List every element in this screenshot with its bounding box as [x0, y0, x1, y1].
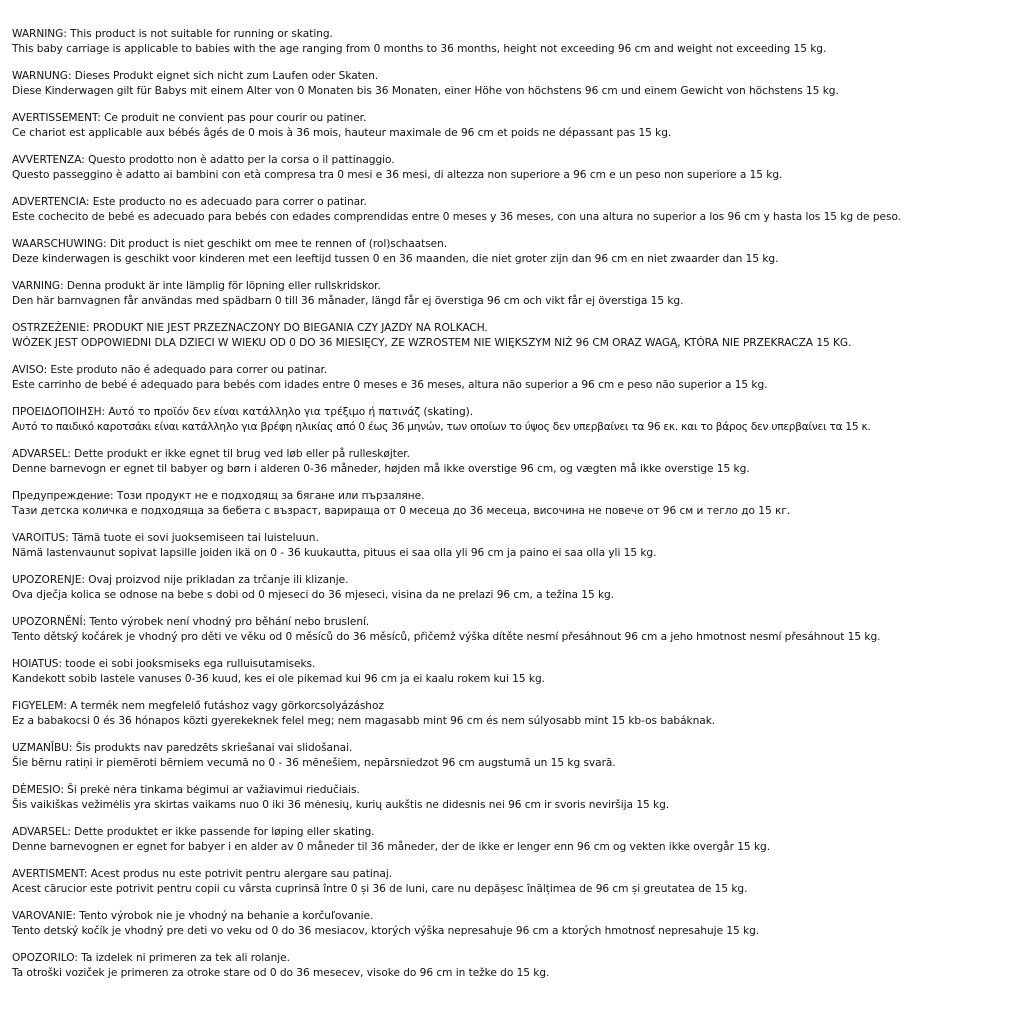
warning-block-en: [12, 27, 1018, 69]
warning-body: Тази детска количка е подходяща за бебета с възраст, варираща от 0 месеца до 36 месеца, височина не повече от 96 см и тегло до 15 кг.: [12, 505, 791, 517]
warning-body: Ez a babakocsi 0 és 36 hónapos közti gyerekeknek felel meg; nem magasabb mint 96 cm és nem súlyosabb mint 15 kb-os babáknak.: [12, 715, 716, 727]
warning-body: Este carrinho de bebé é adequado para bebés com idades entre 0 meses e 36 meses, altura não superior a 96 cm e peso não superior a 15 kg.: [12, 379, 768, 391]
warning-block-no: [12, 825, 1018, 867]
warning-heading: UPOZORNĚNÍ: Tento výrobek není vhodný pro běhání nebo bruslení.: [12, 616, 370, 628]
warning-body: Este cochecito de bebé es adecuado para bebés con edades comprendidas entre 0 meses y 36 meses, con una altura no superior a los 96 cm y hasta los 15 kg de peso.: [12, 211, 902, 223]
warning-heading: FIGYELEM: A termék nem megfelelő futáshoz vagy görkorcsolyázáshoz: [12, 700, 384, 712]
warning-block-hr: [12, 573, 1018, 615]
warning-block-fr: [12, 111, 1018, 153]
warning-heading: AVISO: Este produto não é adequado para correr ou patinar.: [12, 364, 328, 376]
warning-block-da: [12, 447, 1018, 489]
warning-block-pl: [12, 321, 1018, 363]
warning-body: Questo passeggino è adatto ai bambini con età compresa tra 0 mesi e 36 mesi, di altezza non superiore a 96 cm e un peso non superiore a 15 kg.: [12, 169, 783, 181]
warning-block-cs: [12, 615, 1018, 657]
warning-body: Ova dječja kolica se odnose na bebe s dobi od 0 mjeseci do 36 mjeseci, visina da ne prelazi 96 cm, a težina 15 kg.: [12, 589, 615, 601]
warning-heading: OPOZORILO: Ta izdelek ni primeren za tek ali rolanje.: [12, 952, 290, 964]
warning-heading: Предупреждение: Този продукт не е подходящ за бягане или пързаляне.: [12, 490, 425, 502]
warning-heading: UPOZORENJE: Ovaj proizvod nije prikladan za trčanje ili klizanje.: [12, 574, 349, 586]
warning-heading: DĖMESIO: Ši prekė nėra tinkama bėgimui ar važiavimui riedučiais.: [12, 784, 360, 796]
warning-heading: ADVERTENCIA: Este producto no es adecuado para correr o patinar.: [12, 196, 367, 208]
warning-block-hu: [12, 699, 1018, 741]
warning-block-sl: [12, 951, 1018, 993]
warning-body: Αυτό το παιδικό καροτσάκι είναι κατάλληλο για βρέφη ηλικίας από 0 έως 36 μηνών, των οποίων το ύψος δεν υπερβαίνει τα 96 εκ. και το βάρος δεν υπερβαίνει τα 15 κ.: [12, 421, 871, 433]
warning-body: This baby carriage is applicable to babies with the age ranging from 0 months to 36 months, height not exceeding 96 cm and weight not exceeding 15 kg.: [12, 43, 827, 55]
warning-block-ro: [12, 867, 1018, 909]
warning-heading: UZMANĪBU: Šis produkts nav paredzēts skriešanai vai slidošanai.: [12, 742, 353, 754]
warning-body: Šie bērnu ratiņi ir piemēroti bērniem vecumā no 0 - 36 mēnešiem, nepārsniedzot 96 cm augstumā un 15 kg svarā.: [12, 757, 616, 769]
warning-heading: ADVARSEL: Dette produkt er ikke egnet til brug ved løb eller på rulleskøjter.: [12, 448, 410, 460]
warning-block-el: [12, 405, 1018, 447]
warning-heading: ΠΡΟΕΙΔΟΠΟΙΗΣΗ: Αυτό το προϊόν δεν είναι κατάλληλο για τρέξιμο ή πατινάζ (skating).: [12, 406, 474, 418]
warning-block-sv: [12, 279, 1018, 321]
warning-heading: VARNING: Denna produkt är inte lämplig för löpning eller rullskridskor.: [12, 280, 381, 292]
warning-heading: AVERTISSEMENT: Ce produit ne convient pas pour courir ou patiner.: [12, 112, 367, 124]
warning-block-pt: [12, 363, 1018, 405]
warning-block-es: [12, 195, 1018, 237]
warning-heading: WARNUNG: Dieses Produkt eignet sich nicht zum Laufen oder Skaten.: [12, 70, 379, 82]
warning-block-nl: [12, 237, 1018, 279]
warning-heading: VAROITUS: Tämä tuote ei sovi juoksemiseen tai luisteluun.: [12, 532, 319, 544]
warning-heading: OSTRZEŻENIE: PRODUKT NIE JEST PRZEZNACZONY DO BIEGANIA CZY JAZDY NA ROLKACH.: [12, 322, 488, 334]
warning-block-sk: [12, 909, 1018, 951]
warning-document: [12, 27, 1018, 993]
warning-block-lv: [12, 741, 1018, 783]
warning-body: Tento dětský kočárek je vhodný pro děti ve věku od 0 měsíců do 36 měsíců, přičemž výška dítěte nesmí přesáhnout 96 cm a jeho hmotnost nesmí přesáhnout 15 kg.: [12, 631, 881, 643]
warning-body: Tento detský kočík je vhodný pre deti vo veku od 0 do 36 mesiacov, ktorých výška nepresahuje 96 cm a ktorých hmotnosť nepresahuje 15 kg.: [12, 925, 760, 937]
warning-heading: AVVERTENZA: Questo prodotto non è adatto per la corsa o il pattinaggio.: [12, 154, 395, 166]
warning-body: Ce chariot est applicable aux bébés âgés de 0 mois à 36 mois, hauteur maximale de 96 cm et poids ne dépassant pas 15 kg.: [12, 127, 672, 139]
warning-block-it: [12, 153, 1018, 195]
warning-heading: ADVARSEL: Dette produktet er ikke passende for løping eller skating.: [12, 826, 375, 838]
warning-body: Acest cărucior este potrivit pentru copii cu vârsta cuprinsă între 0 și 36 de luni, care nu depășesc înălțimea de 96 cm și greutatea de 15 kg.: [12, 883, 748, 895]
warning-block-bg: [12, 489, 1018, 531]
warning-body: Diese Kinderwagen gilt für Babys mit einem Alter von 0 Monaten bis 36 Monaten, einer Höhe von höchstens 96 cm und einem Gewicht von höchstens 15 kg.: [12, 85, 839, 97]
warning-heading: VAROVANIE: Tento výrobok nie je vhodný na behanie a korčuľovanie.: [12, 910, 374, 922]
warning-body: Den här barnvagnen får användas med spädbarn 0 till 36 månader, längd får ej överstiga 96 cm och vikt får ej överstiga 15 kg.: [12, 295, 684, 307]
warning-body: Deze kinderwagen is geschikt voor kinderen met een leeftijd tussen 0 en 36 maanden, die niet groter zijn dan 96 cm en niet zwaarder dan 15 kg.: [12, 253, 779, 265]
warning-body: Nämä lastenvaunut sopivat lapsille joiden ikä on 0 - 36 kuukautta, pituus ei saa olla yli 96 cm ja paino ei saa olla yli 15 kg.: [12, 547, 657, 559]
warning-heading: WAARSCHUWING: Dit product is niet geschikt om mee te rennen of (rol)schaatsen.: [12, 238, 448, 250]
warning-heading: HOIATUS: toode ei sobi jooksmiseks ega rulluisutamiseks.: [12, 658, 316, 670]
warning-block-et: [12, 657, 1018, 699]
warning-block-lt: [12, 783, 1018, 825]
warning-block-de: [12, 69, 1018, 111]
warning-body: Kandekott sobib lastele vanuses 0-36 kuud, kes ei ole pikemad kui 96 cm ja ei kaalu rokem kui 15 kg.: [12, 673, 545, 685]
warning-heading: WARNING: This product is not suitable for running or skating.: [12, 28, 333, 40]
warning-body: Ta otroški voziček je primeren za otroke stare od 0 do 36 mesecev, visoke do 96 cm in težke do 15 kg.: [12, 967, 550, 979]
warning-body: Denne barnevognen er egnet for babyer i en alder av 0 måneder til 36 måneder, der de ikke er lenger enn 96 cm og vekten ikke overgår 15 kg.: [12, 841, 771, 853]
warning-body: Denne barnevogn er egnet til babyer og børn i alderen 0-36 måneder, højden må ikke overstige 96 cm, og vægten må ikke overstige 15 kg.: [12, 463, 750, 475]
warning-body: Šis vaikiškas vežimėlis yra skirtas vaikams nuo 0 iki 36 mėnesių, kurių aukštis ne didesnis nei 96 cm ir svoris neviršija 15 kg.: [12, 799, 670, 811]
warning-block-fi: [12, 531, 1018, 573]
warning-body: WÓZEK JEST ODPOWIEDNI DLA DZIECI W WIEKU OD 0 DO 36 MIESIĘCY, ZE WZROSTEM NIE WIĘKSZYM NIŻ 96 CM ORAZ WAGĄ, KTÓRA NIE PRZEKRACZA 15 KG.: [12, 337, 852, 349]
warning-heading: AVERTISMENT: Acest produs nu este potrivit pentru alergare sau patinaj.: [12, 868, 393, 880]
